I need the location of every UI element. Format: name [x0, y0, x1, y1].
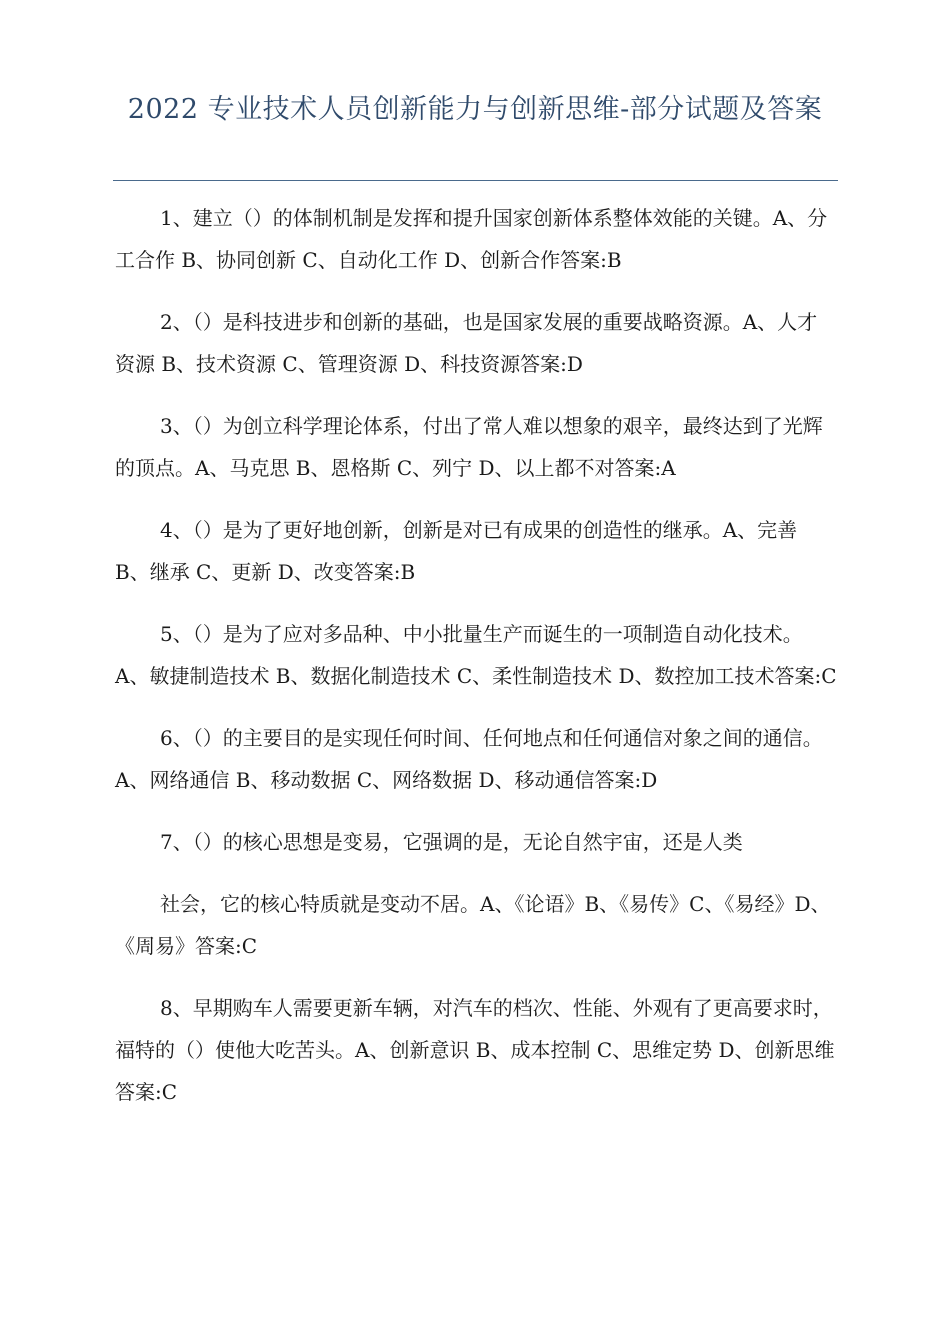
question-7-first-line: 7、（）的核心思想是变易，它强调的是，无论自然宇宙，还是人类 [160, 830, 743, 854]
question-2: 2、（）是科技进步和创新的基础，也是国家发展的重要战略资源。A、人才资源 B、技术资源 C、管理资源 D、科技资源答案:D [115, 310, 818, 376]
question-8: 8、早期购车人需要更新车辆，对汽车的档次、性能、外观有了更高要求时，福特的（）使他大吃苦头。A、创新意识 B、成本控制 C、思维定势 D、创新思维答案:C [115, 996, 835, 1104]
question-7-continuation: 社会，它的核心特质就是变动不居。A、《论语》B、《易传》C、《易经》D、《周易》答案:C [115, 892, 831, 958]
title-divider [113, 180, 838, 181]
question-4: 4、（）是为了更好地创新，创新是对已有成果的创造性的继承。A、完善 B、继承 C、更新 D、改变答案:B [115, 518, 798, 584]
question-1: 1、建立（）的体制机制是发挥和提升国家创新体系整体效能的关键。A、分工合作 B、协同创新 C、自动化工作 D、创新合作答案:B [115, 206, 828, 272]
question-list [115, 197, 837, 1133]
document-title: 2022 专业技术人员创新能力与创新思维-部分试题及答案 [127, 94, 823, 125]
question-3: 3、（）为创立科学理论体系，付出了常人难以想象的艰辛，最终达到了光辉的顶点。A、马克思 B、恩格斯 C、列宁 D、以上都不对答案:A [115, 414, 823, 480]
question-6: 6、（）的主要目的是实现任何时间、任何地点和任何通信对象之间的通信。A、网络通信 B、移动数据 C、网络数据 D、移动通信答案:D [115, 726, 823, 792]
question-5: 5、（）是为了应对多品种、中小批量生产而诞生的一项制造自动化技术。A、敏捷制造技术 B、数据化制造技术 C、柔性制造技术 D、数控加工技术答案:C [115, 622, 837, 688]
